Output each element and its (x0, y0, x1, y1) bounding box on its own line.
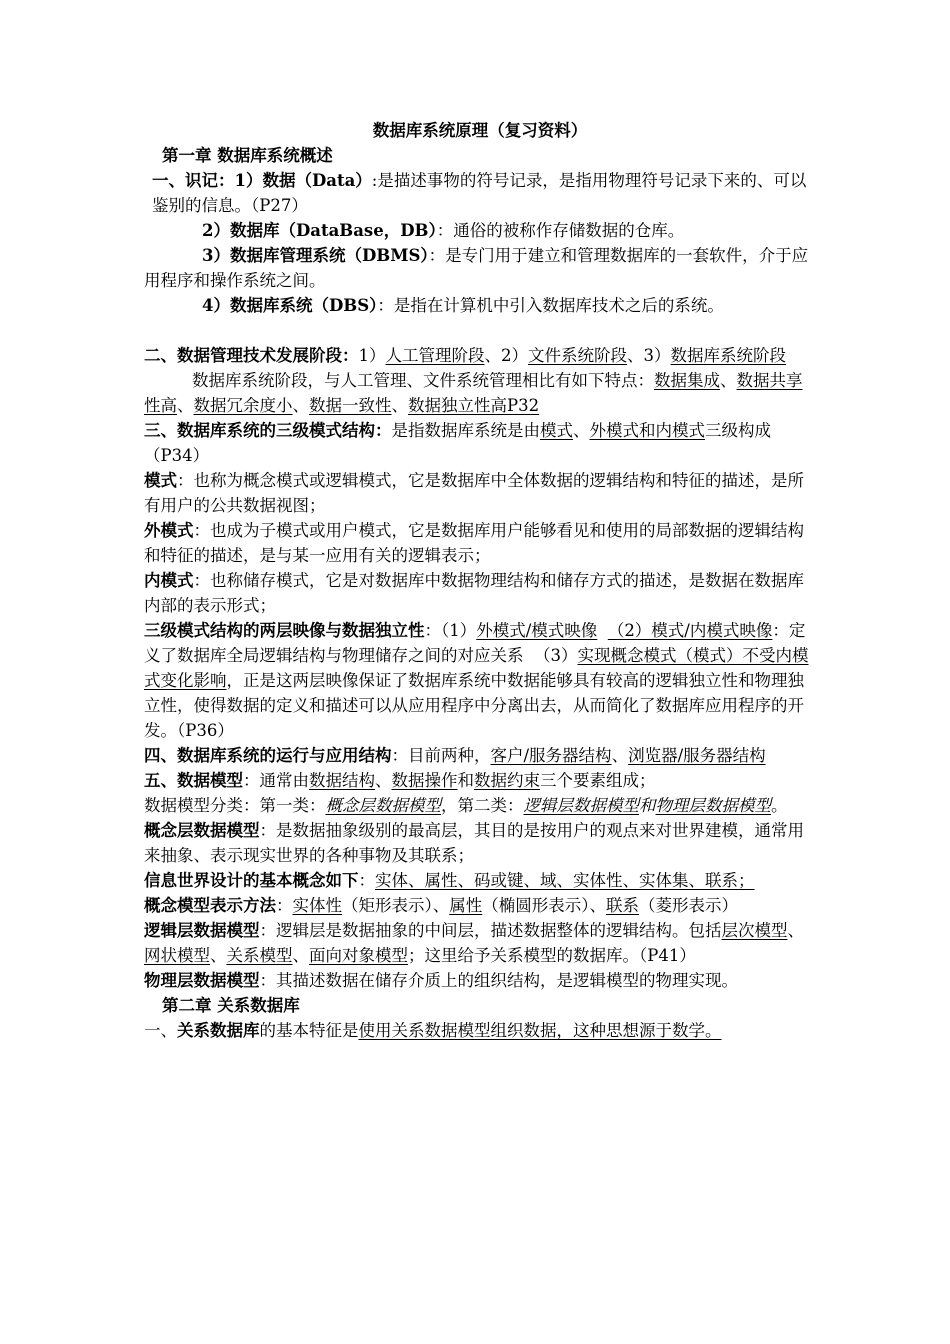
conceptual-model: 概念层数据模型 (325, 796, 441, 815)
classification-text-2: ，第二类： (441, 796, 524, 815)
relational-db-heading: 关系数据库 (177, 1021, 260, 1040)
separator: 、 (210, 946, 227, 965)
section-1-text-1: :是描述事物的符号记录，是指用物理符号记录下来的、可以鉴别的信息。（P27） (152, 171, 807, 215)
page-reference: P32 (507, 396, 540, 415)
object-oriented-model: 面向对象模型 (309, 946, 408, 965)
section-2-num-3: 、3） (627, 346, 671, 365)
conceptual-model-text: ：是数据抽象级别的最高层，其目的是按用户的观点来对世界建模，通常用来抽象、表示现实世界的各种事物及其联系； (144, 821, 804, 865)
hierarchical-model: 层次模型 (721, 921, 788, 940)
section-5-text-1: ：通常由 (243, 771, 309, 790)
data-constraint: 数据约束 (474, 771, 540, 790)
feature-sharing: 数据共享性高 (144, 371, 803, 415)
mapping-heading: 三级模式结构的两层映像与数据独立性 (144, 621, 425, 640)
blank-line (144, 318, 816, 343)
conceptual-model-heading: 概念层数据模型 (144, 821, 260, 840)
feature-consistency: 数据一致性 (309, 396, 392, 415)
logical-model: 逻辑层数据模型 (523, 796, 639, 815)
rep-entity-note: （矩形表示）、 (342, 896, 450, 915)
section-2-paragraph (144, 343, 816, 368)
section-2-features (144, 368, 816, 418)
separator: 、 (292, 946, 309, 965)
representation-methods (144, 893, 816, 918)
rep-attribute-note: （椭圆形表示）、 (482, 896, 606, 915)
internal-schema-heading: 内模式 (144, 571, 194, 590)
relational-db-text: 的基本特征是 (259, 1021, 359, 1040)
section-5-text-2: 和 (457, 771, 474, 790)
term-dbs: 4）数据库系统（DBS） (202, 296, 378, 315)
separator: 、 (391, 396, 408, 415)
feature-independence: 数据独立性高 (408, 396, 507, 415)
schema-definition (144, 468, 816, 518)
document-page (144, 118, 816, 1043)
separator: 、 (611, 746, 629, 765)
separator: 、 (292, 396, 309, 415)
logical-model-text-1: ：逻辑层是数据抽象的中间层，描述数据整体的逻辑结构。包括 (259, 921, 722, 940)
term-schema: 模式 (540, 421, 573, 440)
chapter-2-heading: 第二章 关系数据库 (162, 996, 300, 1015)
browser-server: 浏览器/服务器结构 (628, 746, 766, 765)
separator: 、 (573, 421, 590, 440)
data-operation: 数据操作 (391, 771, 458, 790)
section-2-num-1: 1） (358, 346, 386, 365)
schema-heading: 模式 (144, 471, 177, 490)
section-3-paragraph (144, 418, 816, 468)
stage-manual: 人工管理阶段 (385, 346, 485, 365)
definition-dbs: ：是指在计算机中引入数据库技术之后的系统。 (377, 296, 724, 315)
classification-text-3: 和 (639, 796, 656, 815)
spacer (597, 621, 608, 640)
rep-relationship-note: （菱形表示） (639, 896, 738, 915)
physical-model-heading: 物理层数据模型 (144, 971, 260, 990)
classification-text-4: 。 (771, 796, 788, 815)
mapping-text-1: ：（1） (424, 621, 477, 640)
document-title: 数据库系统原理（复习资料） (372, 121, 588, 140)
representation-heading: 概念模型表示方法 (144, 896, 276, 915)
info-world-heading: 信息世界设计的基本概念如下 (144, 871, 359, 890)
section-1-item-3 (144, 243, 816, 293)
section-1-heading: 一、识记：1）数据（Data） (152, 171, 372, 190)
external-schema-heading: 外模式 (144, 521, 194, 540)
internal-schema-definition (144, 568, 816, 618)
info-world-concepts (144, 868, 816, 893)
mapping-text-2: ：定义了数据库全局逻辑结构与物理储存之间的对应关系 （3） (144, 621, 806, 665)
separator: 、 (787, 921, 804, 940)
section-2-heading: 二、数据管理技术发展阶段： (144, 346, 359, 365)
relational-db-feature: 使用关系数据模型组织数据，这种思想源于数学。 (358, 1021, 722, 1040)
client-server: 客户/服务器结构 (490, 746, 612, 765)
logical-model-definition (144, 918, 816, 968)
separator: 、 (177, 396, 194, 415)
rep-relationship: 联系 (606, 896, 639, 915)
feature-integration: 数据集成 (654, 371, 720, 390)
section-3-text-2: 三级构成（P34） (144, 421, 771, 465)
term-database: 2）数据库（DataBase，DB） (202, 221, 437, 240)
term-external-internal-schema: 外模式和内模式 (589, 421, 705, 440)
section-3-heading: 三、数据库系统的三级模式结构： (144, 421, 392, 440)
mapping-paragraph (144, 618, 816, 743)
definition-dbms: ：是专门用于建立和管理数据库的一套软件，介于应用程序和操作系统之间。 (144, 246, 809, 290)
stage-database-system: 数据库系统阶段 (670, 346, 786, 365)
data-structure: 数据结构 (309, 771, 375, 790)
stage-file-system: 文件系统阶段 (528, 346, 627, 365)
chapter-1-heading: 第一章 数据库系统概述 (162, 146, 333, 165)
external-schema-definition (144, 518, 816, 568)
rep-entity: 实体性 (292, 896, 342, 915)
mapping-text-3: ，正是这两层映像保证了数据库系统中数据能够具有较高的逻辑独立性和物理独立性，使得数据的定义和描述可以从应用程序中分离出去，从而简化了数据库应用程序的开发。（P36） (144, 671, 804, 740)
physical-model: 物理层数据模型 (655, 796, 771, 815)
section-1-item-1 (144, 168, 816, 218)
model-classification (144, 793, 816, 818)
section-1-item-4 (144, 293, 816, 318)
features-intro: 数据库系统阶段，与人工管理、文件系统管理相比有如下特点： (192, 371, 654, 390)
mapping-internal: （2）模式/内模式映像 (607, 621, 773, 640)
representation-colon: ： (276, 896, 293, 915)
section-4-text: ：目前两种， (391, 746, 491, 765)
section-2-num-2: 、2） (484, 346, 528, 365)
separator: 、 (720, 371, 737, 390)
logical-model-text-2: ；这里给予关系模型的数据库。（P41） (408, 946, 696, 965)
external-schema-text: ：也成为子模式或用户模式，它是数据库用户能够看见和使用的局部数据的逻辑结构和特征的描述，是与某一应用有关的逻辑表示； (144, 521, 804, 565)
info-world-list: 实体、属性、码或键、域、实体性、实体集、联系； (375, 871, 755, 890)
section-5-heading: 五、数据模型 (144, 771, 243, 790)
definition-database: ：通俗的被称作存储数据的仓库。 (436, 221, 685, 240)
term-dbms: 3）数据库管理系统（DBMS） (202, 246, 429, 265)
separator: 、 (375, 771, 392, 790)
internal-schema-text: ：也称储存模式，它是对数据库中数据物理结构和储存方式的描述，是数据在数据库内部的表示形式； (144, 571, 804, 615)
relational-model: 关系模型 (226, 946, 293, 965)
network-model: 网状模型 (144, 946, 210, 965)
section-5-paragraph (144, 768, 816, 793)
classification-text-1: 数据模型分类：第一类： (144, 796, 326, 815)
mapping-external: 外模式/模式映像 (476, 621, 598, 640)
section-3-text-1: 是指数据库系统是由 (391, 421, 540, 440)
section-4-paragraph (144, 743, 816, 768)
schema-text: ：也称为概念模式或逻辑模式，它是数据库中全体数据的逻辑结构和特征的描述，是所有用户的公共数据视图； (144, 471, 804, 515)
section-1-item-2 (144, 218, 816, 243)
conceptual-model-definition (144, 818, 816, 868)
section-4-heading: 四、数据库系统的运行与应用结构 (144, 746, 392, 765)
section-5-text-3: 三个要素组成； (540, 771, 656, 790)
feature-low-redundancy: 数据冗余度小 (193, 396, 293, 415)
physical-model-definition (144, 968, 816, 993)
physical-model-text: ：其描述数据在储存介质上的组织结构，是逻辑模型的物理实现。 (259, 971, 738, 990)
rep-attribute: 属性 (449, 896, 483, 915)
mapping-independence: 实现概念模式（模式）不受内模式变化影响 (144, 646, 809, 690)
chapter-2-num: 一、 (144, 1021, 177, 1040)
chapter-2-section-1 (144, 1018, 816, 1043)
logical-model-heading: 逻辑层数据模型 (144, 921, 260, 940)
info-world-colon: ： (358, 871, 375, 890)
